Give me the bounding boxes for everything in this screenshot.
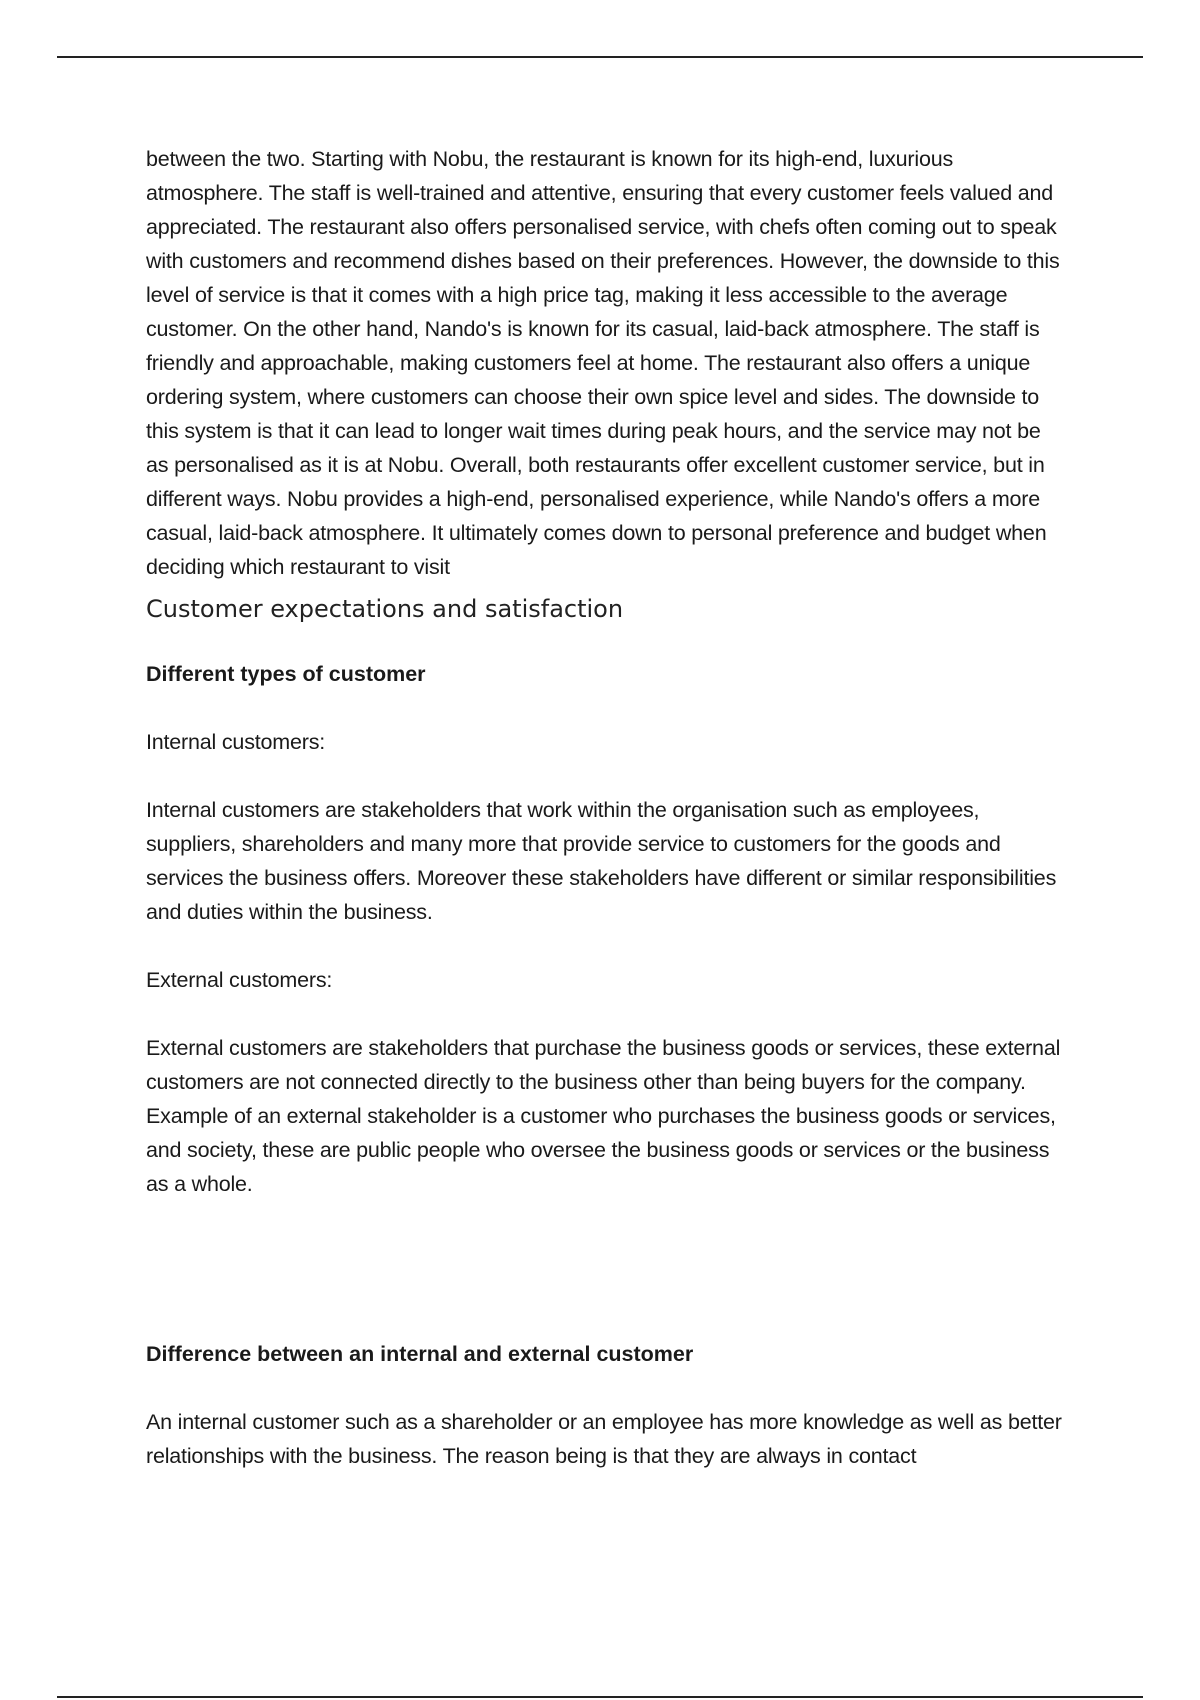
section-heading: Customer expectations and satisfaction [146,595,624,623]
external-customers-paragraph: External customers are stakeholders that purchase the business goods or services, these external customers are not connected directly to the business other than being buyers for the company. Example of an external stakeholder is a customer who purchases the business goods or services, and society, these are public people who oversee the business goods or services or the business as a whole. [146,1036,1061,1196]
internal-customers-paragraph: Internal customers are stakeholders that work within the organisation such as employees, suppliers, shareholders and many more that provide service to customers for the goods and services the business offers. Moreover these stakeholders have different or similar responsibilities and duties within the business. [146,798,1057,924]
external-customers-label: External customers: [146,968,333,992]
subheading-customer-types: Different types of customer [146,662,426,686]
subheading-internal-vs-external: Difference between an internal and external customer [146,1342,694,1366]
continuation-paragraph: between the two. Starting with Nobu, the restaurant is known for its high-end, luxurious atmosphere. The staff is well-trained and attentive, ensuring that every customer feels valued and appreciated. The restaurant also offers personalised service, with chefs often coming out to speak with customers and recommend dishes based on their preferences. However, the downside to this level of service is that it comes with a high price tag, making it less accessible to the average customer. On the other hand, Nando's is known for its casual, laid-back atmosphere. The staff is friendly and approachable, making customers feel at home. The restaurant also offers a unique ordering system, where customers can choose their own spice level and sides. The downside to this system is that it can lead to longer wait times during peak hours, and the service may not be as personalised as it is at Nobu. Overall, both restaurants offer excellent customer service, but in different ways. Nobu provides a high-end, personalised experience, while Nando's offers a more casual, laid-back atmosphere. It ultimately comes down to personal preference and budget when deciding which restaurant to visit [146,147,1060,579]
document-body [146,142,1066,1473]
footer-rule [57,1696,1143,1698]
difference-paragraph: An internal customer such as a shareholder or an employee has more knowledge as well as better relationships with the business. The reason being is that they are always in contact [146,1410,1062,1468]
header-rule [57,56,1143,58]
internal-customers-label: Internal customers: [146,730,326,754]
